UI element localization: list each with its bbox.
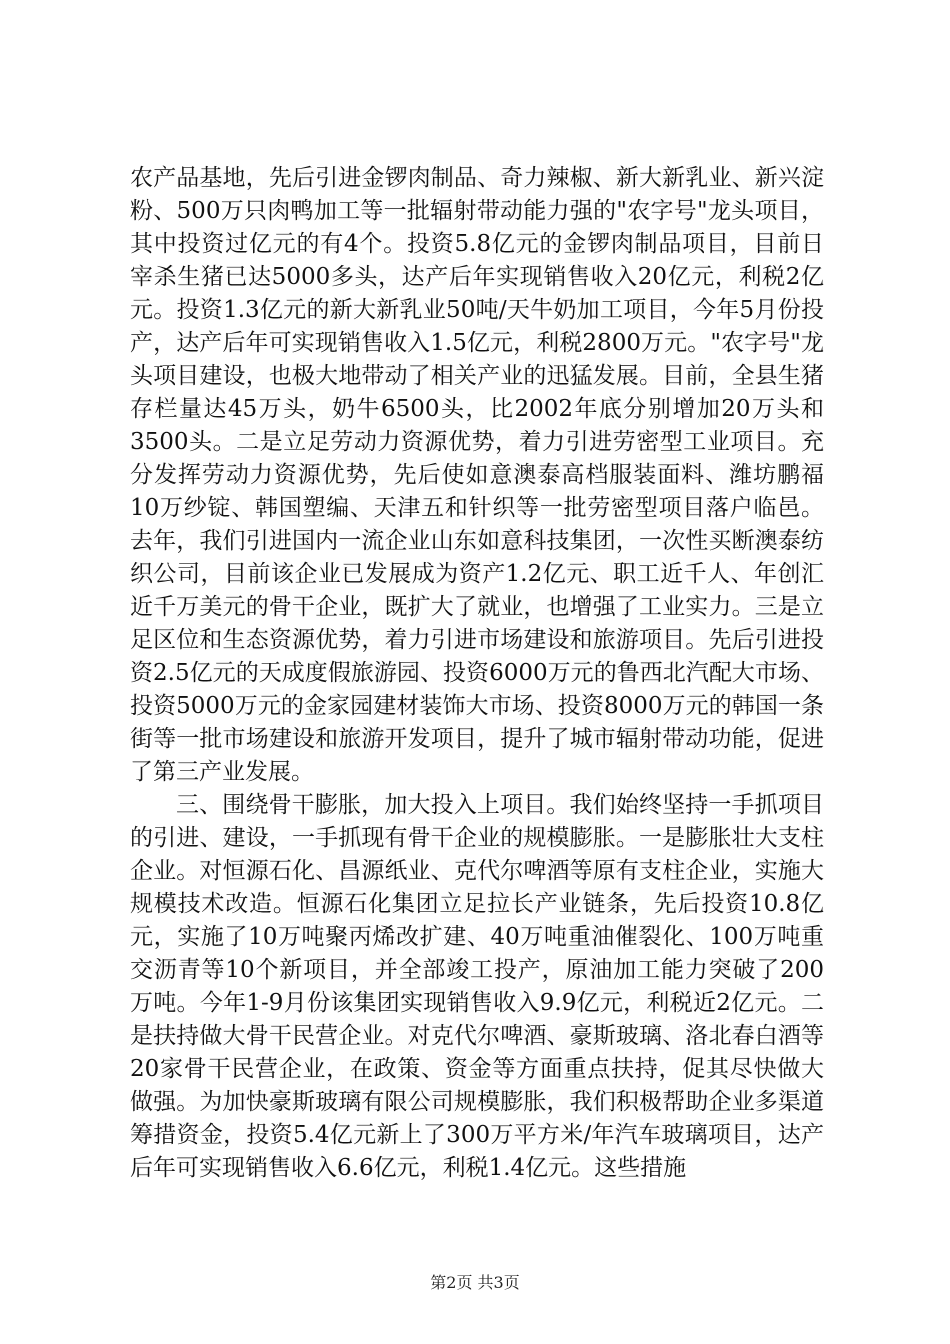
page-footer [0,1272,950,1294]
paragraph-continued: 农产品基地，先后引进金锣肉制品、奇力辣椒、新大新乳业、新兴淀粉、500万只肉鸭加工等一批辐射带动能力强的"农字号"龙头项目，其中投资过亿元的有4个。投资5.8亿元的金锣肉制品项目，目前日宰杀生猪已达5000多头，达产后年实现销售收入20亿元，利税2亿元。投资1.3亿元的新大新乳业50吨/天牛奶加工项目，今年5月份投产，达产后年可实现销售收入1.5亿元，利税2800万元。"农字号"龙头项目建设，也极大地带动了相关产业的迅猛发展。目前，全县生猪存栏量达45万头，奶牛6500头，比2002年底分别增加20万头和3500头。二是立足劳动力资源优势，着力引进劳密型工业项目。充分发挥劳动力资源优势，先后使如意澳泰高档服装面料、潍坊鹏福10万纱锭、韩国塑编、天津五和针织等一批劳密型项目落户临邑。去年，我们引进国内一流企业山东如意科技集团，一次性买断澳泰纺织公司，目前该企业已发展成为资产1.2亿元、职工近千人、年创汇近千万美元的骨干企业，既扩大了就业，也增强了工业实力。三是立足区位和生态资源优势，着力引进市场建设和旅游项目。先后引进投资2.5亿元的天成度假旅游园、投资6000万元的鲁西北汽配大市场、投资5000万元的金家园建材装饰大市场、投资8000万元的韩国一条街等一批市场建设和旅游开发项目，提升了城市辐射带动功能，促进了第三产业发展。 [130,165,824,785]
body-text [130,162,824,1185]
page-number: 第2页 共3页 [430,1273,520,1292]
paragraph-section-three: 三、围绕骨干膨胀，加大投入上项目。我们始终坚持一手抓项目的引进、建设，一手抓现有骨干企业的规模膨胀。一是膨胀壮大支柱企业。对恒源石化、昌源纸业、克代尔啤酒等原有支柱企业，实施大规模技术改造。恒源石化集团立足拉长产业链条，先后投资10.8亿元，实施了10万吨聚丙烯改扩建、40万吨重油催裂化、100万吨重交沥青等10个新项目，并全部竣工投产，原油加工能力突破了200万吨。今年1-9月份该集团实现销售收入9.9亿元，利税近2亿元。二是扶持做大骨干民营企业。对克代尔啤酒、豪斯玻璃、洛北春白酒等20家骨干民营企业，在政策、资金等方面重点扶持，促其尽快做大做强。为加快豪斯玻璃有限公司规模膨胀，我们积极帮助企业多渠道筹措资金，投资5.4亿元新上了300万平方米/年汽车玻璃项目，达产后年可实现销售收入6.6亿元，利税1.4亿元。这些措施 [130,792,824,1181]
